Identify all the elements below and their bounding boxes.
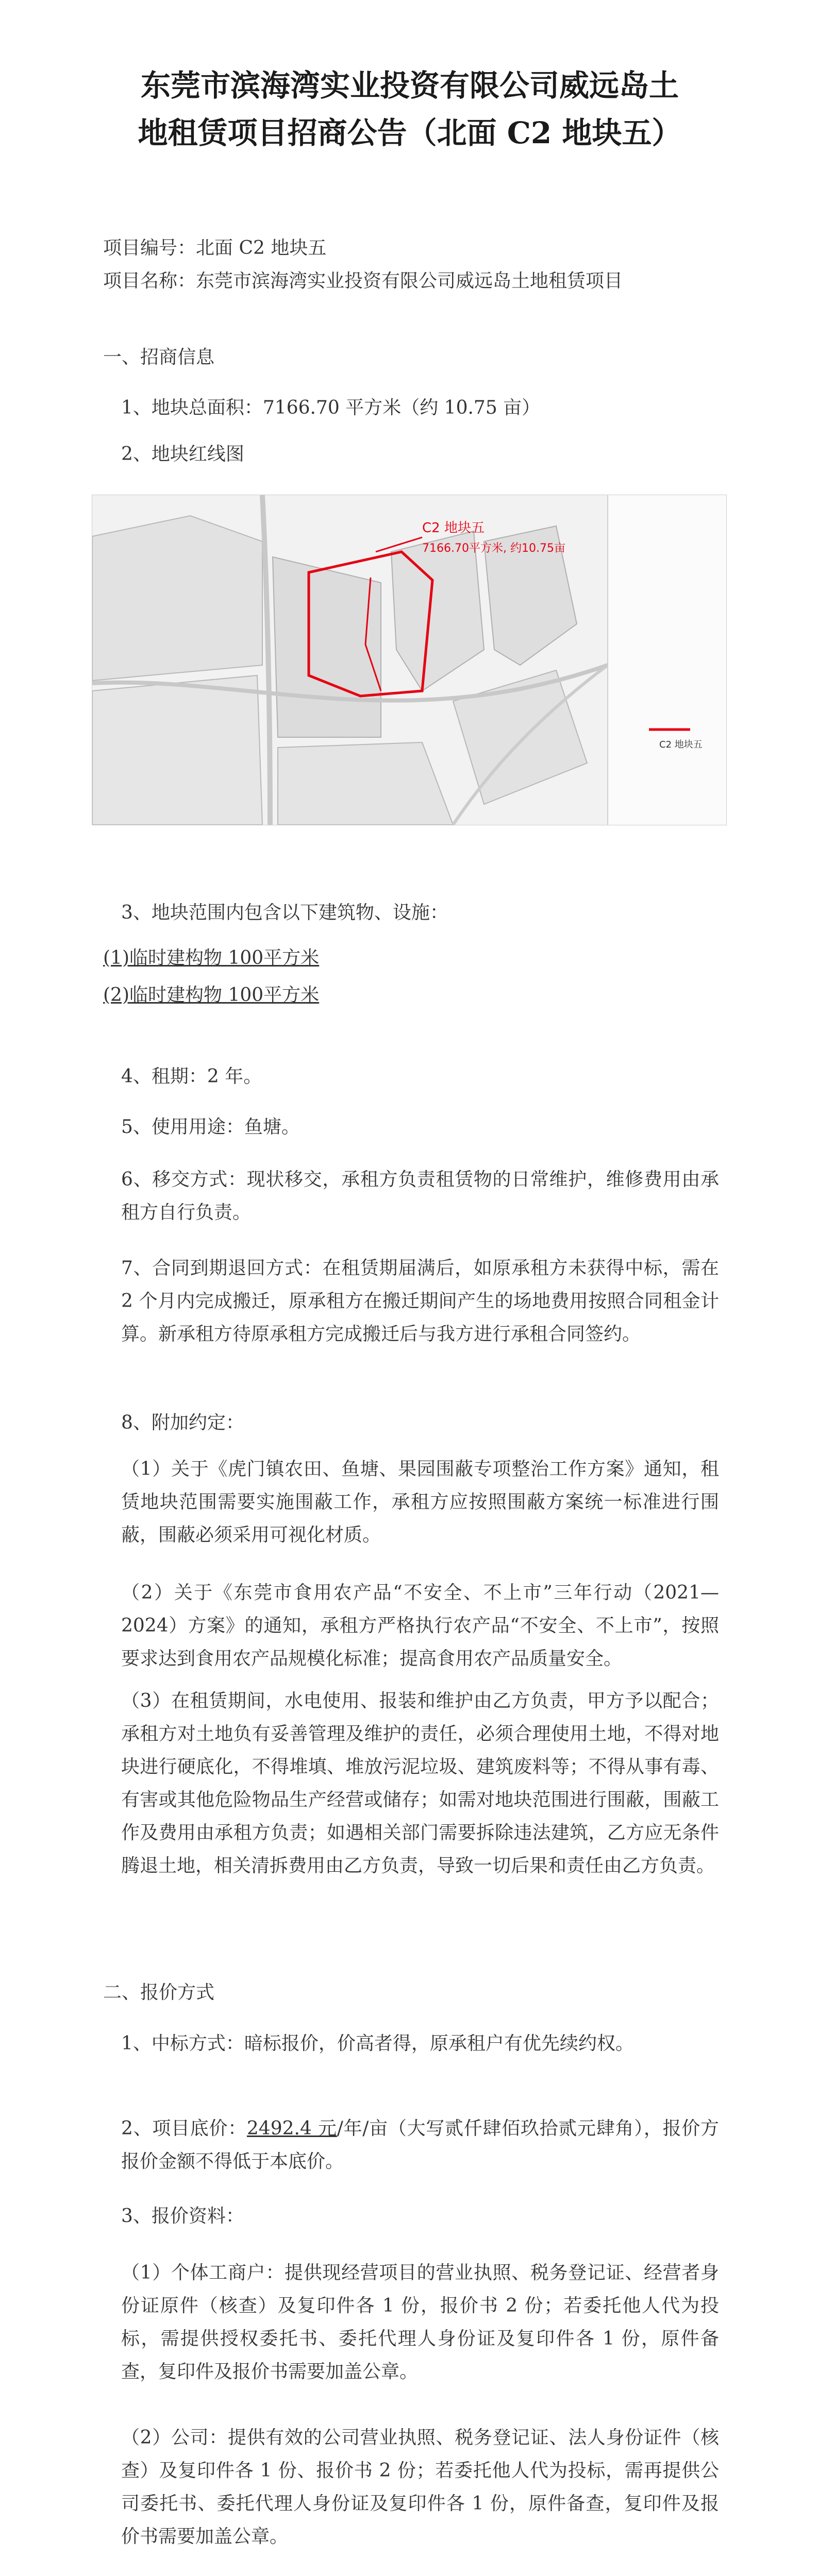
- base-price-label: 2、项目底价：: [121, 2118, 247, 2139]
- section-heading-quotation: 二、报价方式: [103, 1982, 215, 2003]
- additional-term-1: （1）关于《虎门镇农田、鱼塘、果园围蔽专项整治工作方案》通知，租赁地块范围需要实施围蔽工作，承租方应按照围蔽方案统一标准进行围蔽，围蔽必须采用可视化材质。: [121, 1459, 719, 1546]
- map-label-area: 7166.70平方米, 约10.75亩: [422, 542, 565, 555]
- title-line-1: 东莞市滨海湾实业投资有限公司威远岛土: [140, 68, 679, 103]
- usage: 5、使用用途：鱼塘。: [121, 1116, 300, 1138]
- red-line-map: [92, 495, 727, 825]
- base-price-desc: /年/亩（大写贰仟肆佰玖拾贰元肆角），报价方报价金额不得低于本底价。: [121, 2118, 719, 2172]
- title-line-2: 地租赁项目招商公告（北面 C2 地块五）: [138, 115, 682, 150]
- project-number: 项目编号：北面 C2 地块五: [103, 238, 327, 259]
- bid-documents-heading: 3、报价资料：: [121, 2206, 244, 2227]
- map-legend-panel: [608, 495, 726, 825]
- page-title: [52, 62, 768, 157]
- map-parcel: [278, 742, 453, 825]
- map-parcel: [273, 557, 381, 737]
- map-label-parcel: C2 地块五: [422, 520, 485, 536]
- lease-term: 4、租期：2 年。: [121, 1066, 262, 1087]
- section-heading-merchant-info: 一、招商信息: [103, 347, 215, 368]
- project-name: 项目名称：东莞市滨海湾实业投资有限公司威远岛土地租赁项目: [103, 270, 623, 292]
- base-price-value: 2492.4 元: [246, 2118, 337, 2139]
- buildings-heading: 3、地块范围内包含以下建筑物、设施：: [121, 902, 448, 923]
- additional-term-2: （2）关于《东莞市食用农产品“不安全、不上市”三年行动（2021—2024）方案》的通知，承租方严格执行农产品“不安全、不上市”，按照要求达到食用农产品规模化标准；提高食用农产品质量安全。: [121, 1582, 719, 1669]
- building-item-2: (2)临时建构物 100平方米: [103, 985, 320, 1006]
- additional-terms-heading: 8、附加约定：: [121, 1412, 244, 1433]
- map-parcel: [92, 675, 262, 825]
- red-line-map-heading: 2、地块红线图: [121, 444, 244, 465]
- base-price: [121, 2112, 719, 2178]
- red-line-map-drawing: [92, 495, 726, 825]
- bid-documents-company: （2）公司：提供有效的公司营业执照、税务登记证、法人身份证件（核查）及复印件各 1 份、报价书 2 份；若委托他人代为投标，需再提供公司委托书、委托代理人身份证及复印件各 1 份，原件备查，复印件及报价书需要加盖公章。: [121, 2427, 719, 2547]
- additional-term-3: （3）在租赁期间，水电使用、报装和维护由乙方负责，甲方予以配合；承租方对土地负有妥善管理及维护的责任，必须合理使用土地，不得对地块进行硬底化，不得堆填、堆放污泥垃圾、建筑废料等；不得从事有毒、有害或其他危险物品生产经营或储存；如需对地块范围进行围蔽，围蔽工作及费用由承租方负责；如遇相关部门需要拆除违法建筑，乙方应无条件腾退土地，相关清拆费用由乙方负责，导致一切后果和责任由乙方负责。: [121, 1690, 719, 1876]
- legend-label: C2 地块五: [659, 739, 703, 750]
- building-item-1: (1)临时建构物 100平方米: [103, 947, 320, 969]
- bid-documents-individual: （1）个体工商户：提供现经营项目的营业执照、税务登记证、经营者身份证原件（核查）及复印件各 1 份，报价书 2 份；若委托他人代为投标，需提供授权委托书、委托代理人身份证及复印件各 1 份，原件备查，复印件及报价书需要加盖公章。: [121, 2262, 719, 2382]
- map-parcel: [92, 516, 262, 681]
- land-area: 1、地块总面积：7166.70 平方米（约 10.75 亩）: [121, 397, 541, 418]
- bid-method: 1、中标方式：暗标报价，价高者得，原承租户有优先续约权。: [121, 2033, 634, 2054]
- return-method: 7、合同到期退回方式：在租赁期届满后，如原承租方未获得中标，需在 2 个月内完成搬迁，原承租方在搬迁期间产生的场地费用按照合同租金计算。新承租方待原承租方完成搬迁后与我方进行承租合同签约。: [121, 1258, 719, 1345]
- handover-method: 6、移交方式：现状移交，承租方负责租赁物的日常维护，维修费用由承租方自行负责。: [121, 1169, 719, 1223]
